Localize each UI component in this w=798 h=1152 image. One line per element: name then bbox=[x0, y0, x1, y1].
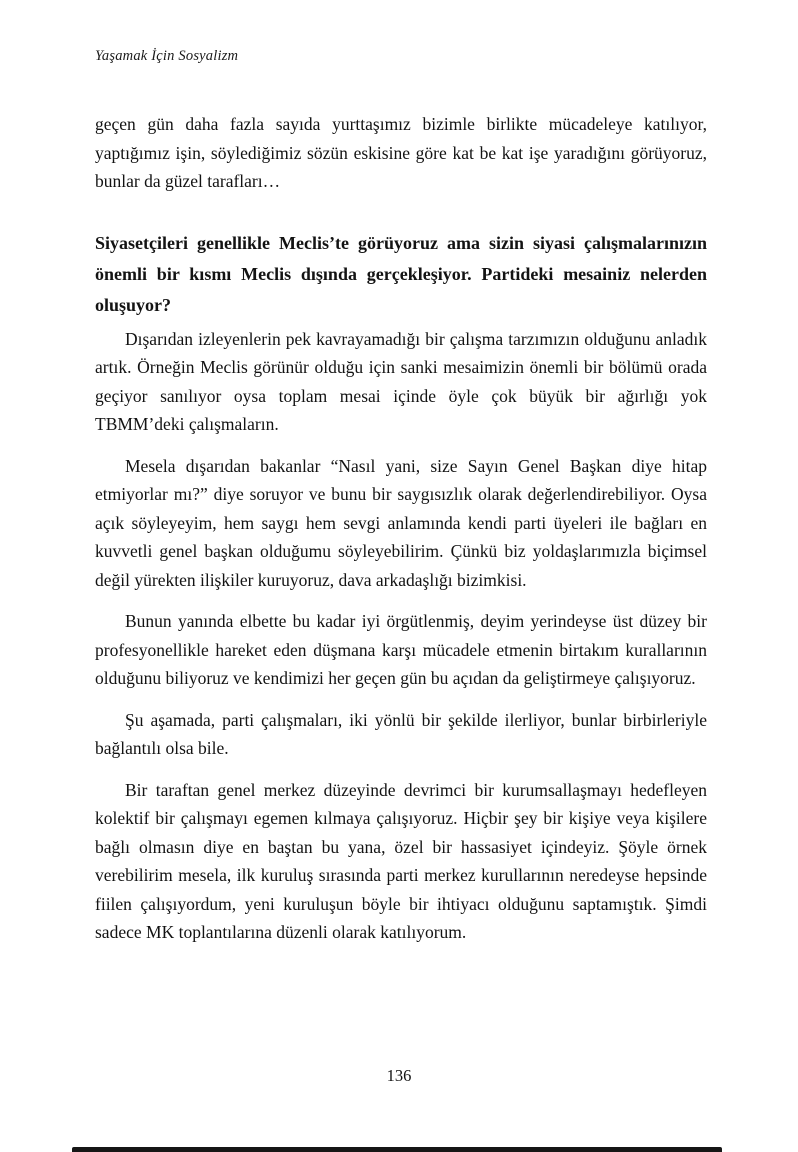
answer-paragraph: Bunun yanında elbette bu kadar iyi örgütlenmiş, deyim yerindeyse üst düzey bir profesyonellikle hareket eden düşmana karşı mücadele etmenin birtakım kurallarının olduğunu biliyoruz ve kendimizi her geçen gün bu açıdan da geliştirmeye çalışıyoruz. bbox=[95, 611, 707, 688]
page-body bbox=[95, 110, 707, 960]
running-header: Yaşamak İçin Sosyalizm bbox=[95, 48, 239, 64]
opening-paragraph: geçen gün daha fazla sayıda yurttaşımız bizimle birlikte mücadeleye katılıyor, yaptığımız işin, söylediğimiz sözün eskisine göre kat be kat işe yaradığını görüyoruz, bunlar da güzel tarafları… bbox=[95, 114, 707, 191]
answer-paragraph: Mesela dışarıdan bakanlar “Nasıl yani, size Sayın Genel Başkan diye hitap etmiyorlar mı?” diye soruyor ve bunu bir saygısızlık olarak değerlendirebiliyor. Oysa açık söyleyeyim, hem saygı hem sevgi anlamında kendi parti üyeleri ile bağları en kuvvetli genel başkan olduğumu söyleyebilirim. Çünkü biz yoldaşlarımızla biçimsel değil yürekten ilişkiler kuruyoruz, dava arkadaşlığı bizimkisi. bbox=[95, 455, 707, 590]
page-number: 136 bbox=[386, 1066, 412, 1085]
answer-paragraph: Bir taraftan genel merkez düzeyinde devrimci bir kurumsallaşmayı hedefleyen kolektif bir çalışmayı egemen kılmaya çalışıyoruz. Hiçbir şey bir kişiye veya kişilere bağlı olmasın diye en baştan bu yana, özel bir hassasiyet içindeyiz. Şöyle örnek verebilirim mesela, ilk kuruluş sırasında parti merkez kurullarının neredeyse hepsinde fiilen çalışıyordum, yeni kuruluşun böyle bir ihtiyacı olduğunu saptamıştık. Şimdi sadece MK toplantılarına düzenli olarak katılıyorum. bbox=[95, 779, 707, 942]
interview-question: Siyasetçileri genellikle Meclis’te görüyoruz ama sizin siyasi çalışmalarınızın önemli bir kısmı Meclis dışında gerçekleşiyor. Partideki mesainiz nelerden oluşuyor? bbox=[95, 232, 707, 315]
scan-edge-artifact bbox=[72, 1147, 722, 1152]
answer-paragraph: Şu aşamada, parti çalışmaları, iki yönlü bir şekilde ilerliyor, bunlar birbirleriyle bağlantılı olsa bile. bbox=[95, 709, 707, 758]
answer-paragraph: Dışarıdan izleyenlerin pek kavrayamadığı bir çalışma tarzımızın olduğunu anladık artık. Örneğin Meclis görünür olduğu için sanki mesaimizin önemli bir bölümü orada geçiyor sanılıyor oysa toplam mesai içinde öyle çok büyük bir ağırlığı yok TBMM’deki çalışmaların. bbox=[95, 328, 707, 434]
